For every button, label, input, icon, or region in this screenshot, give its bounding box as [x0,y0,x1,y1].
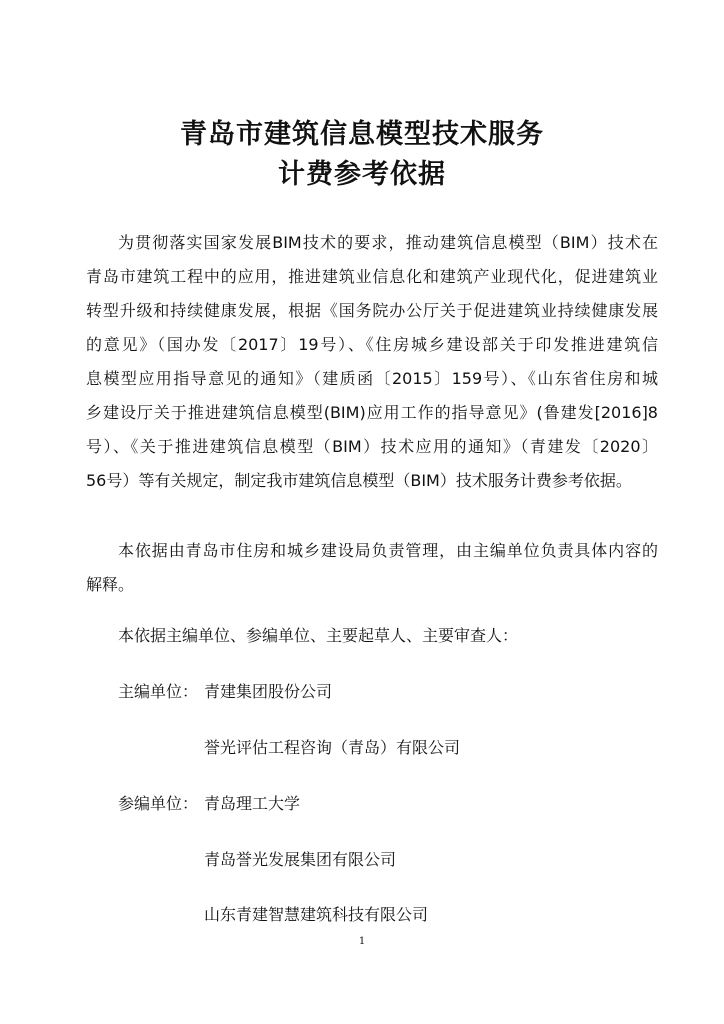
management-paragraph [86,534,658,602]
intro-line: 的意见》（国办发〔2017〕19号）、《住房城乡建设部关于印发推进建筑信 [86,335,658,354]
intro-line: 乡建设厅关于推进建筑信息模型(BIM)应用工作的指导意见》(鲁建发[2016]8 [86,403,658,422]
chief-editor-label: 主编单位： [118,682,199,701]
chief-editor-row [118,675,332,709]
chief-editor-unit-row [204,731,460,765]
document-title-line-1: 青岛市建筑信息模型技术服务 [180,119,544,150]
chief-editor-unit: 青建集团股份公司 [204,682,333,701]
intro-line: 转型升级和持续健康发展，根据《国务院办公厅关于促进建筑业持续健康发展 [86,301,658,320]
management-line: 本依据由青岛市住房和城乡建设局负责管理，由主编单位负责具体内容的 [118,541,658,560]
intro-line: 56号）等有关规定，制定我市建筑信息模型（BIM）技术服务计费参考依据。 [86,471,632,490]
intro-line: 为贯彻落实国家发展BIM技术的要求，推动建筑信息模型（BIM）技术在 [118,233,658,252]
participating-unit-row [204,898,428,932]
page-number: 1 [358,936,366,947]
participating-row [118,787,300,821]
participating-unit-row [204,843,396,877]
intro-line: 号）、《关于推进建筑信息模型（BIM）技术应用的通知》（青建发〔2020〕 [86,437,658,456]
participating-unit: 青岛理工大学 [204,794,301,813]
units-intro-paragraph [86,619,658,653]
intro-paragraph [86,226,658,498]
chief-editor-unit: 誉光评估工程咨询（青岛）有限公司 [204,738,461,757]
management-line: 解释。 [86,575,135,594]
participating-unit: 青岛誉光发展集团有限公司 [204,850,397,869]
document-title-line-2: 计费参考依据 [278,159,446,190]
intro-line: 息模型应用指导意见的通知》（建质函〔2015〕159号）、《山东省住房和城 [86,369,658,388]
intro-line: 青岛市建筑工程中的应用，推进建筑业信息化和建筑产业现代化，促进建筑业 [86,267,658,286]
units-intro-line: 本依据主编单位、参编单位、主要起草人、主要审查人： [118,626,519,645]
participating-label: 参编单位： [118,794,199,813]
participating-unit: 山东青建智慧建筑科技有限公司 [204,905,429,924]
